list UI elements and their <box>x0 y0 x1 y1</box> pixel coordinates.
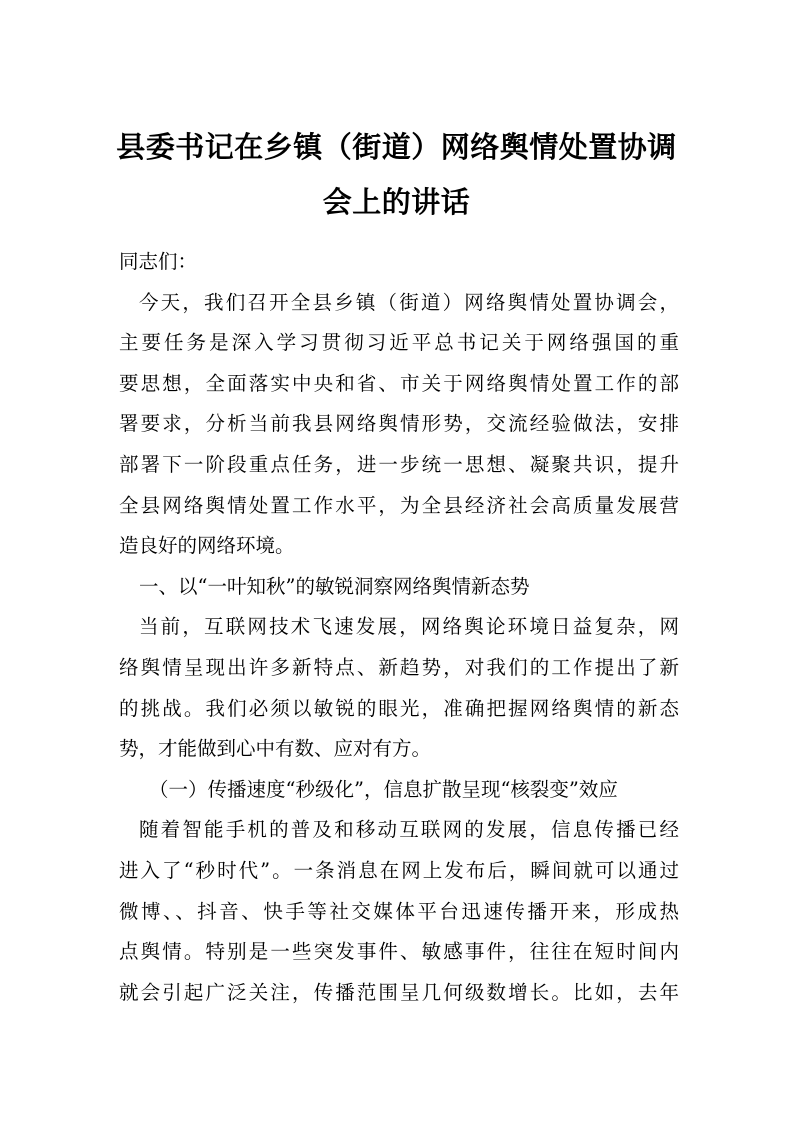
section-heading-1: 一、以“一叶知秋”的敏锐洞察网络舆情新态势 <box>139 574 530 598</box>
paragraph-2-line: 势，才能做到心中有数、应对有方。 <box>119 737 432 761</box>
paragraph-1-line: 主要任务是深入学习贯彻习近平总书记关于网络强国的重 <box>119 331 679 355</box>
paragraph-1-line: 部署下一阶段重点任务，进一步统一思想、凝聚共识，提升 <box>119 452 679 476</box>
title-line-2: 会上的讲话 <box>322 185 471 219</box>
title-line-1: 县委书记在乡镇（街道）网络舆情处置协调 <box>116 130 677 164</box>
paragraph-2-line: 络舆情呈现出许多新特点、新趋势，对我们的工作提出了新 <box>119 655 679 679</box>
paragraph-1-line: 造良好的网络环境。 <box>119 534 295 558</box>
paragraph-1-line: 要思想，全面落实中央和省、市关于网络舆情处置工作的部 <box>119 371 679 395</box>
subsection-heading-1: （一）传播速度“秒级化”，信息扩散呈现“核裂变”效应 <box>149 777 618 801</box>
paragraph-3-line: 点舆情。特别是一些突发事件、敏感事件，往往在短时间内 <box>119 940 679 964</box>
salutation: 同志们： <box>119 250 198 273</box>
paragraph-3-line: 随着智能手机的普及和移动互联网的发展，信息传播已经 <box>139 818 679 842</box>
paragraph-1-line: 全县网络舆情处置工作水平，为全县经济社会高质量发展营 <box>119 493 679 517</box>
paragraph-1-line: 署要求，分析当前我县网络舆情形势，交流经验做法，安排 <box>119 412 679 436</box>
document-body <box>119 242 679 1013</box>
paragraph-3-line: 微博、、抖音、快手等社交媒体平台迅速传播开来，形成热 <box>119 899 679 923</box>
document-title <box>110 120 683 230</box>
paragraph-1-line: 今天，我们召开全县乡镇（街道）网络舆情处置协调会， <box>139 290 679 314</box>
paragraph-3-line: 就会引起广泛关注，传播范围呈几何级数增长。比如，去年 <box>119 980 679 1004</box>
paragraph-2-line: 当前，互联网技术飞速发展，网络舆论环境日益复杂，网 <box>139 615 679 639</box>
paragraph-2-line: 的挑战。我们必须以敏锐的眼光，准确把握网络舆情的新态 <box>119 696 679 720</box>
paragraph-3-line: 进入了“秒时代”。一条消息在网上发布后，瞬间就可以通过 <box>119 858 679 882</box>
